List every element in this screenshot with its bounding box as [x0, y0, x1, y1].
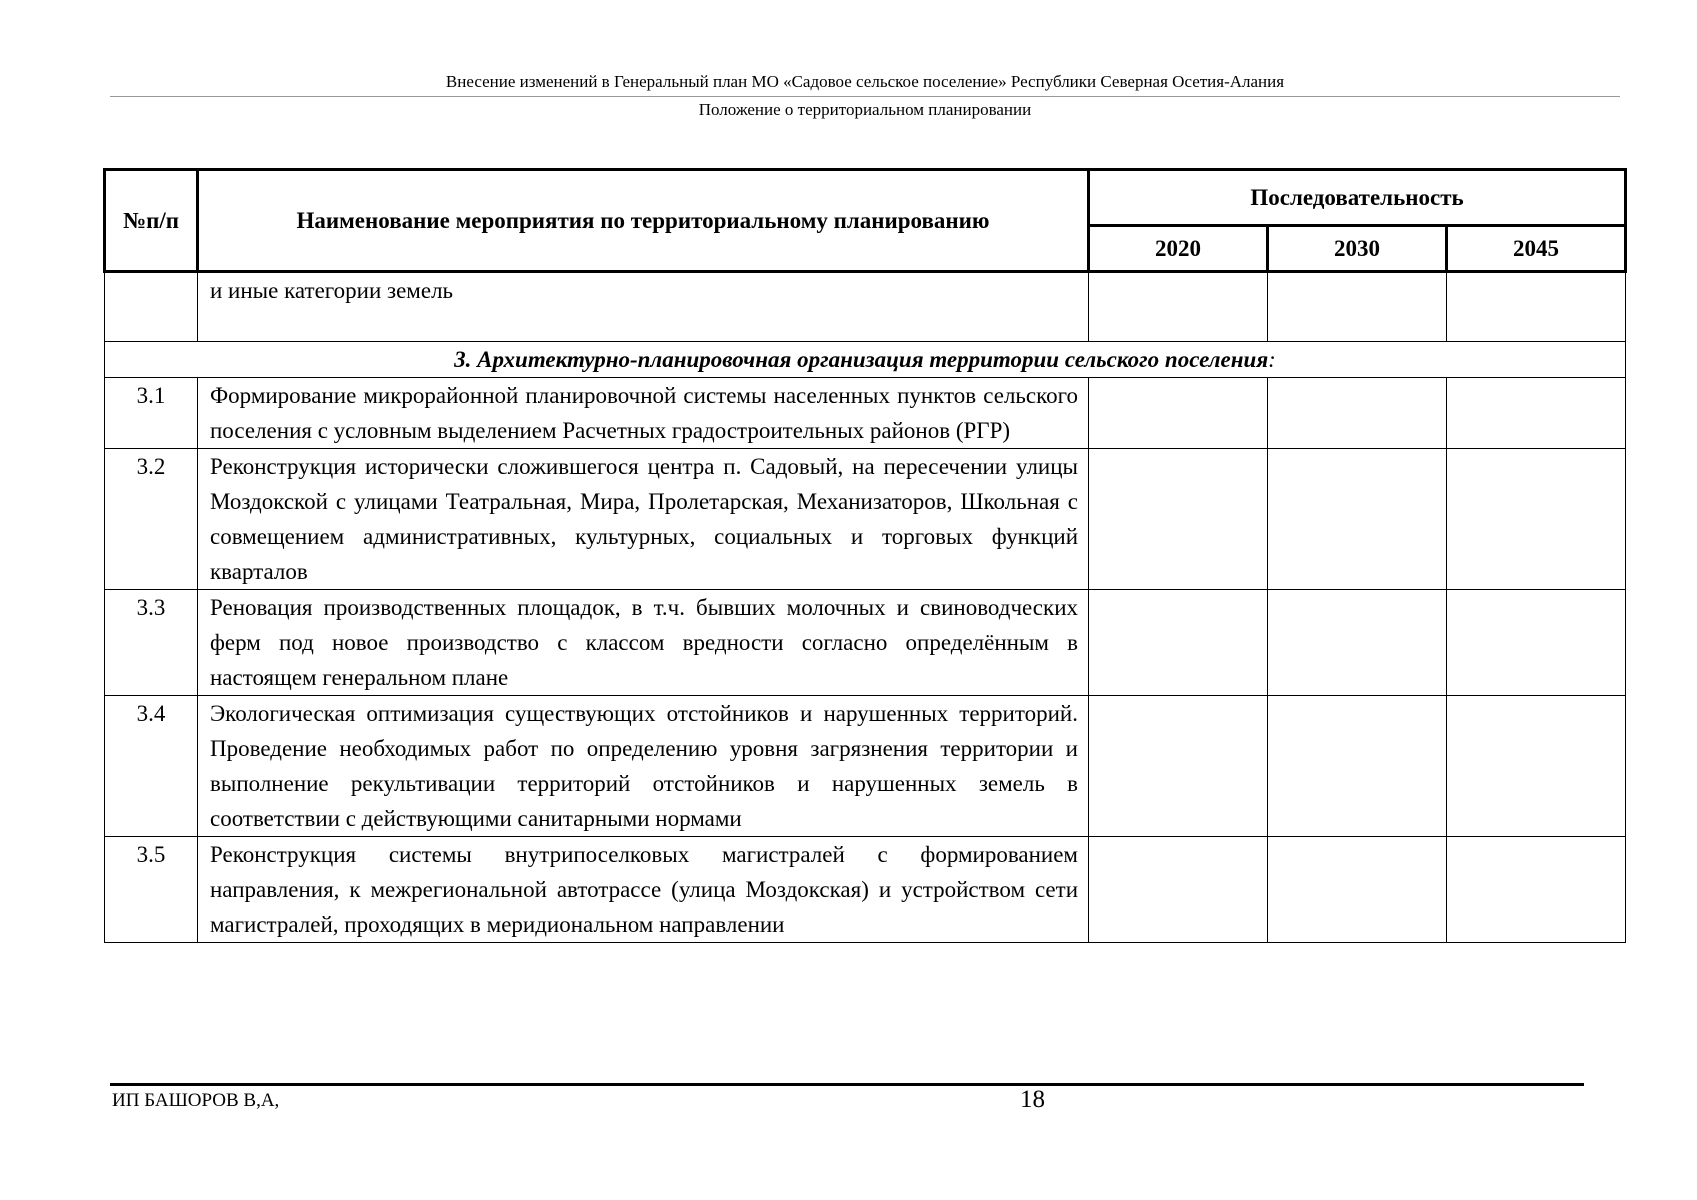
footer-divider [110, 1083, 1584, 1086]
table-row [105, 449, 1626, 590]
year-cell [1447, 378, 1626, 449]
table-row [105, 378, 1626, 449]
table-row [105, 590, 1626, 696]
year-cell [1089, 837, 1268, 943]
year-cell [1268, 696, 1447, 837]
year-cell [1089, 378, 1268, 449]
row-number-cell [105, 272, 198, 342]
year-cell [1447, 837, 1626, 943]
year-cell [1447, 590, 1626, 696]
header-divider [110, 96, 1620, 97]
row-text-cell: Реновация производственных площадок, в т.ч. бывших молочных и свиноводческих ферм под новое производство с классом вредности согласно определённым в настоящем генеральном плане [198, 590, 1089, 696]
row-number-cell: 3.5 [105, 837, 198, 943]
year-cell [1268, 449, 1447, 590]
year-cell [1268, 590, 1447, 696]
document-header-title: Внесение изменений в Генеральный план МО «Садовое сельское поселение» Республики Северная Осетия-Алания [445, 72, 1285, 91]
year-cell [1089, 590, 1268, 696]
row-text-cell: Экологическая оптимизация существующих отстойников и нарушенных территорий. Проведение необходимых работ по определению уровня загрязнения территории и выполнение рекультивации территорий отстойников и нарушенных земель в соответствии с действующими санитарными нормами [198, 696, 1089, 837]
column-header-number: №п/п [105, 170, 198, 272]
row-text-cell: Реконструкция системы внутрипоселковых магистралей с формированием направления, к межрегиональной автотрассе (улица Моздокская) и устройством сети магистралей, проходящих в меридиональном направлении [198, 837, 1089, 943]
footer-author: ИП БАШОРОВ В,А, [112, 1090, 280, 1111]
year-cell [1268, 837, 1447, 943]
column-header-year: 2020 [1089, 226, 1268, 272]
year-cell [1268, 378, 1447, 449]
row-number-cell: 3.1 [105, 378, 198, 449]
year-cell [1089, 696, 1268, 837]
document-header-subtitle: Положение о территориальном планировании [698, 100, 1032, 119]
year-cell [1268, 272, 1447, 342]
column-header-name: Наименование мероприятия по территориальному планированию [198, 170, 1089, 272]
table-row [105, 696, 1626, 837]
year-cell [1447, 272, 1626, 342]
row-text-cell: Реконструкция исторически сложившегося центра п. Садовый, на пересечении улицы Моздокской с улицами Театральная, Мира, Пролетарская, Механизаторов, Школьная с совмещением административных, культурных, социальных и торговых функций кварталов [198, 449, 1089, 590]
section-colon: : [1268, 347, 1276, 372]
year-cell [1447, 449, 1626, 590]
column-header-year: 2045 [1447, 226, 1626, 272]
planning-measures-table [103, 168, 1627, 943]
year-cell [1447, 696, 1626, 837]
column-header-sequence: Последовательность [1089, 170, 1626, 226]
section-title: 3. Архитектурно-планировочная организация территории сельского поселения [454, 347, 1269, 372]
table-row [105, 272, 1626, 342]
year-cell [1089, 272, 1268, 342]
column-header-year: 2030 [1268, 226, 1447, 272]
row-text-cell: Формирование микрорайонной планировочной системы населенных пунктов сельского поселения с условным выделением Расчетных градостроительных районов (РГР) [198, 378, 1089, 449]
year-cell [1089, 449, 1268, 590]
table-row [105, 837, 1626, 943]
row-number-cell: 3.2 [105, 449, 198, 590]
row-number-cell: 3.4 [105, 696, 198, 837]
section-heading-cell [105, 342, 1626, 378]
row-text-cell: и иные категории земель [198, 272, 1089, 342]
section-heading-row [105, 342, 1626, 378]
row-number-cell: 3.3 [105, 590, 198, 696]
page-number: 18 [1020, 1086, 1045, 1113]
